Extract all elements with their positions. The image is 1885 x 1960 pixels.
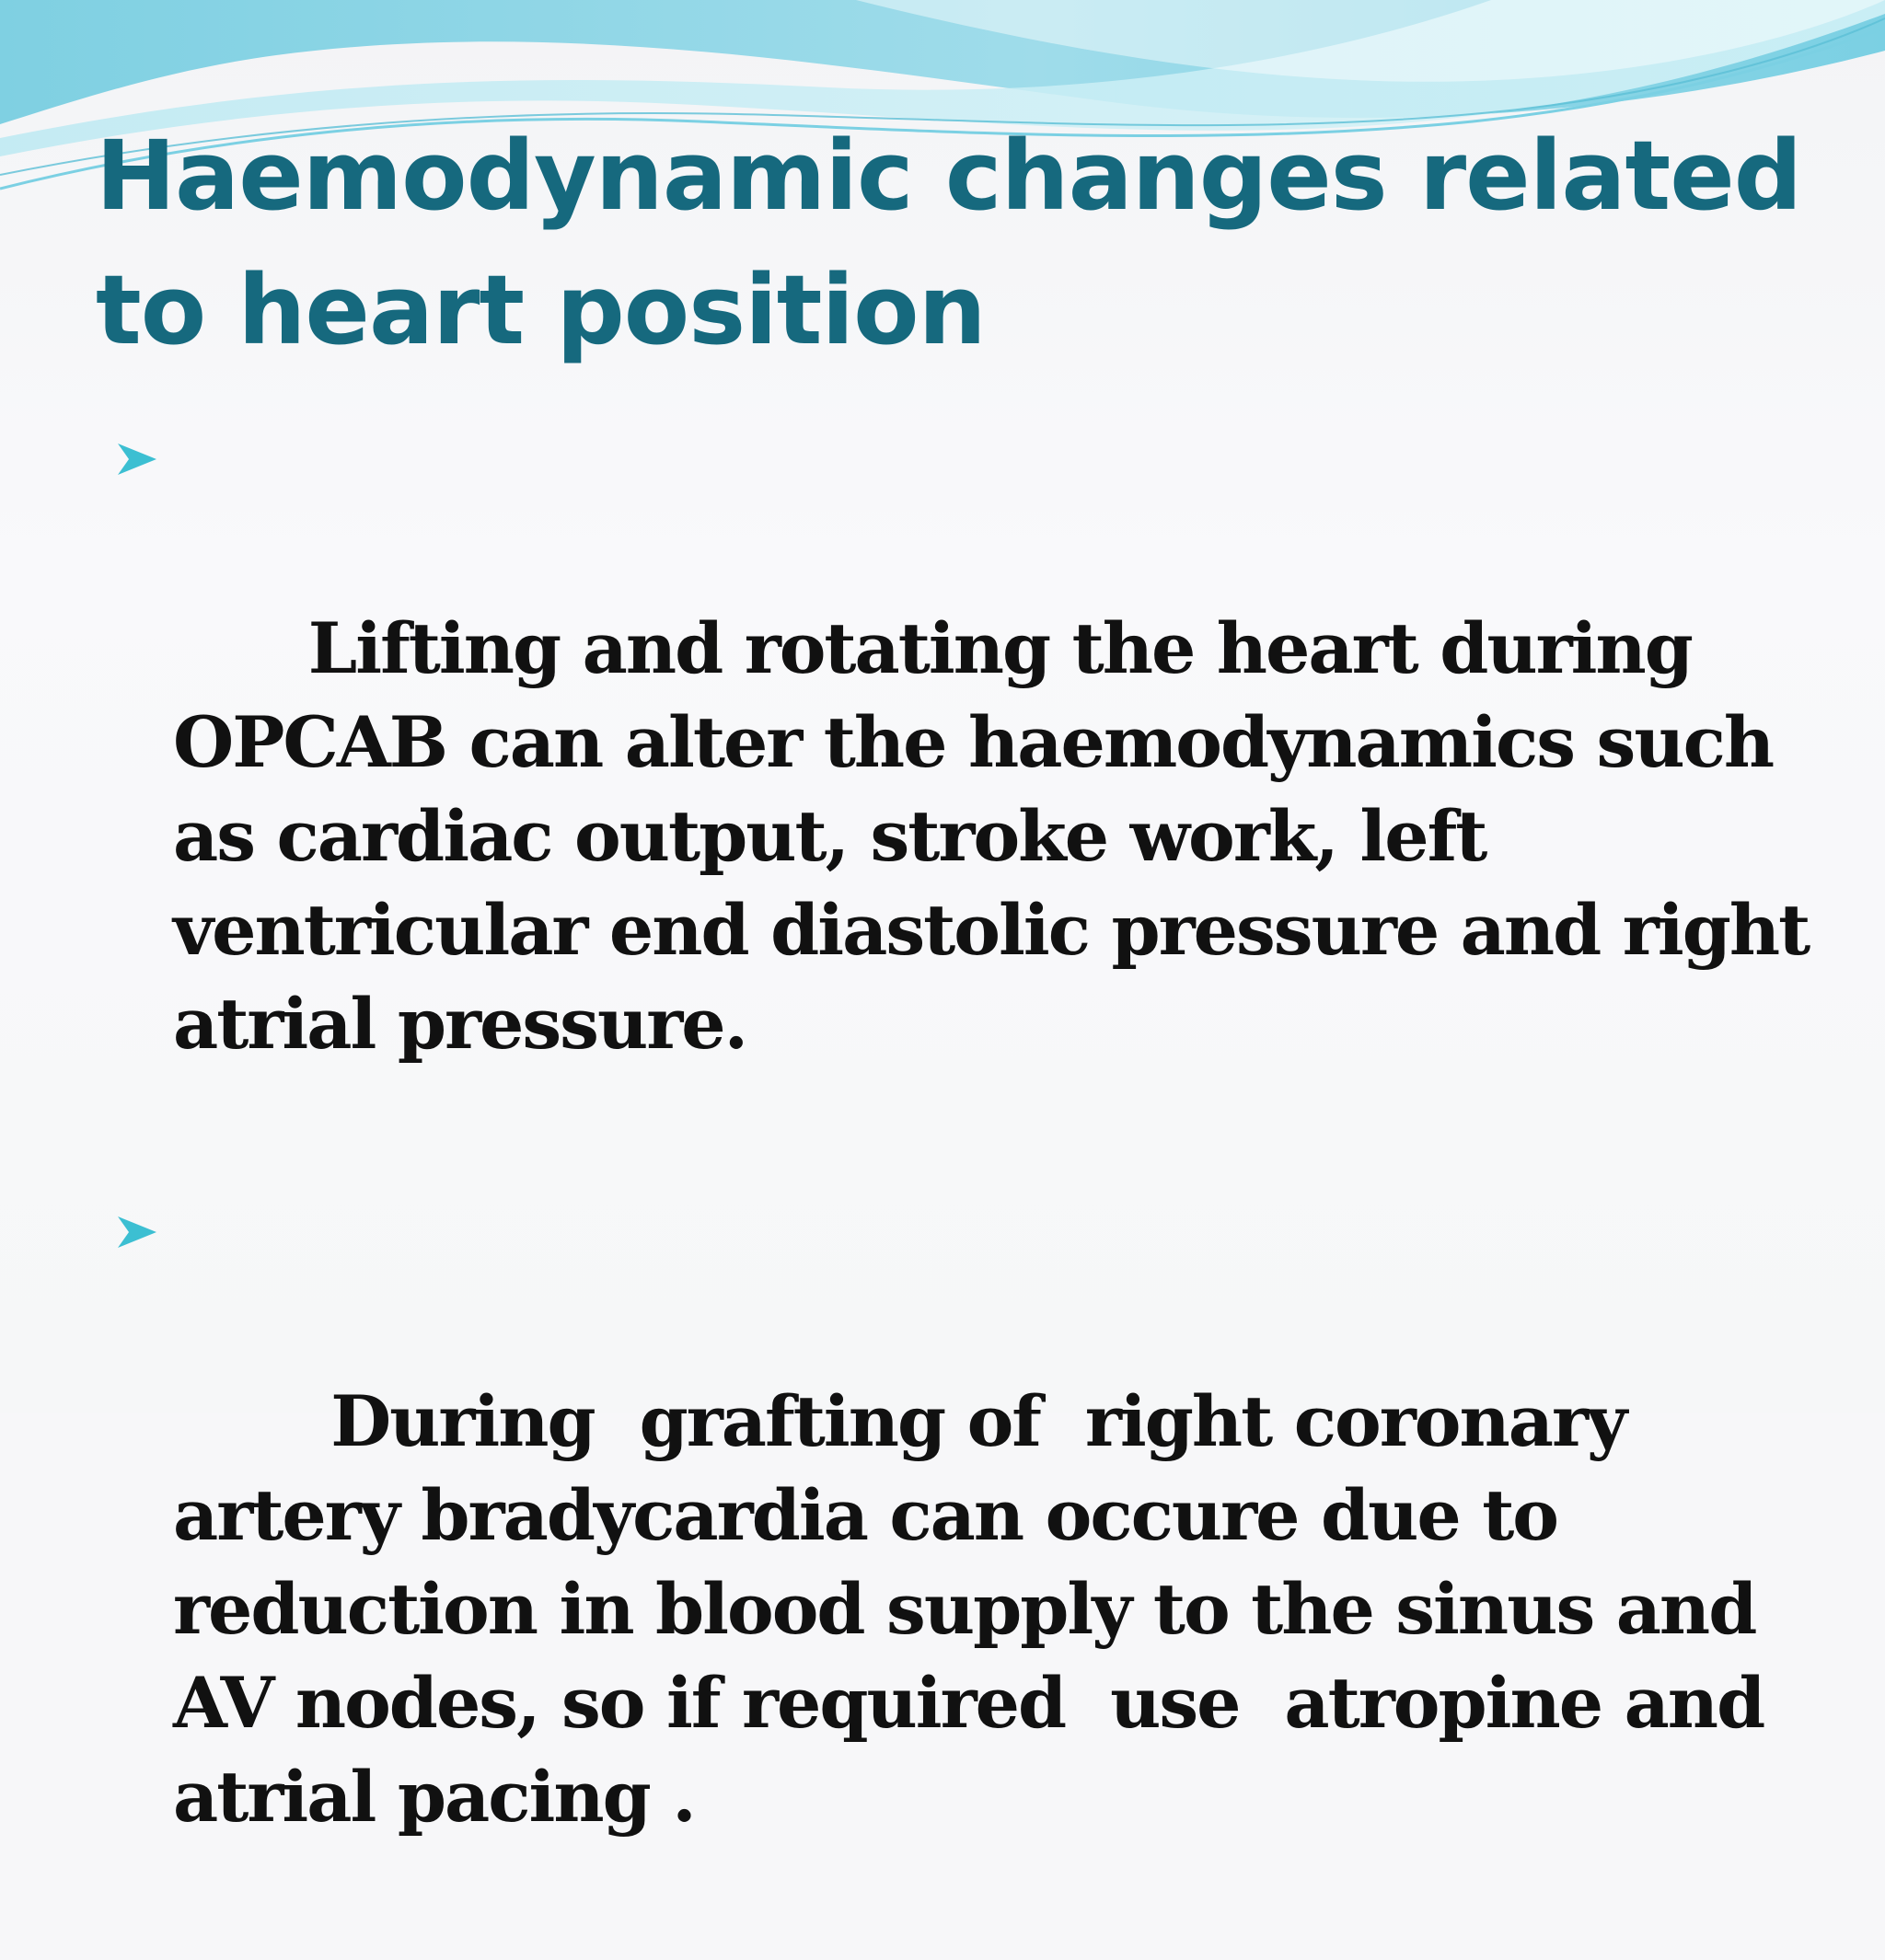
slide-title: Haemodynamic changes related to heart position — [96, 120, 1802, 366]
bullet-text: During grafting of right coronary artery bradycardia can occure due to reduction in blood supply to the sinus and AV nodes, so if required use atropine and atrial pacing . — [173, 1380, 1787, 1838]
bullet-item — [114, 414, 1845, 1165]
bullet-item — [114, 1187, 1845, 1938]
bullet-list — [114, 414, 1845, 1960]
bullet-text: Lifting and rotating the heart during OPCAB can alter the haemodynamics such as cardiac output, stroke work, left ventricular end diastolic pressure and right atrial pressure. — [173, 607, 1832, 1065]
arrow-bullet-icon — [114, 1213, 160, 1251]
arrow-bullet-icon — [114, 440, 160, 478]
